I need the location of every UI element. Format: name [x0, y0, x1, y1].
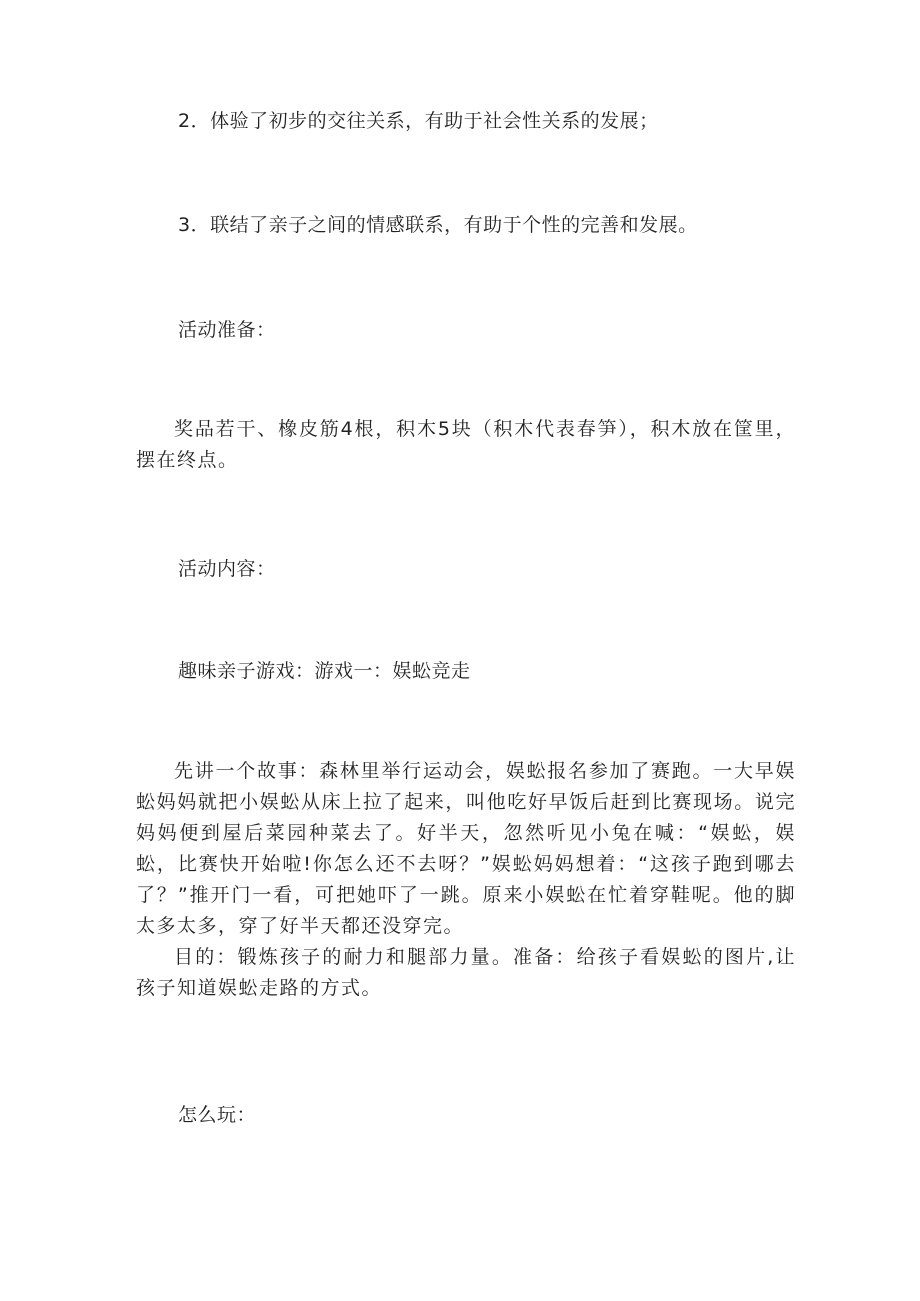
- prep-text: 奖品若干、橡皮筋4根，积木5块（积木代表春笋），积木放在筐里，摆在终点。: [136, 418, 796, 471]
- story-paragraph: [136, 756, 796, 1004]
- list-item-3: 3．联结了亲子之间的情感联系，有助于个性的完善和发展。: [178, 214, 698, 236]
- list-item-2: 2．体验了初步的交往关系，有助于社会性关系的发展；: [178, 110, 659, 132]
- story-text: 先讲一个故事：森林里举行运动会，娱蚣报名参加了赛跑。一大早娱蚣妈妈就把小娱蚣从床上拉了起来，叫他吃好早饭后赶到比赛现场。说完妈妈便到屋后菜园种菜去了。好半天，忽然听见小兔在喊：“娱蚣，娱蚣，比赛快开始啦!你怎么还不去呀？”娱蚣妈妈想着：“这孩子跑到哪去了？”推开门一看，可把她吓了一跳。原来小娱蚣在忙着穿鞋呢。他的脚太多太多，穿了好半天都还没穿完。: [136, 760, 796, 937]
- howto-heading: 怎么玩：: [178, 1104, 257, 1126]
- content-heading: 活动内容：: [178, 558, 276, 580]
- prep-heading: 活动准备：: [178, 319, 276, 341]
- game-title: 趣味亲子游戏：游戏一：娱蚣竞走: [178, 660, 471, 682]
- purpose-text: 目的：锻炼孩子的耐力和腿部力量。准备：给孩子看娱蚣的图片,让孩子知道娱蚣走路的方式。: [136, 946, 796, 999]
- prep-paragraph: [136, 414, 796, 476]
